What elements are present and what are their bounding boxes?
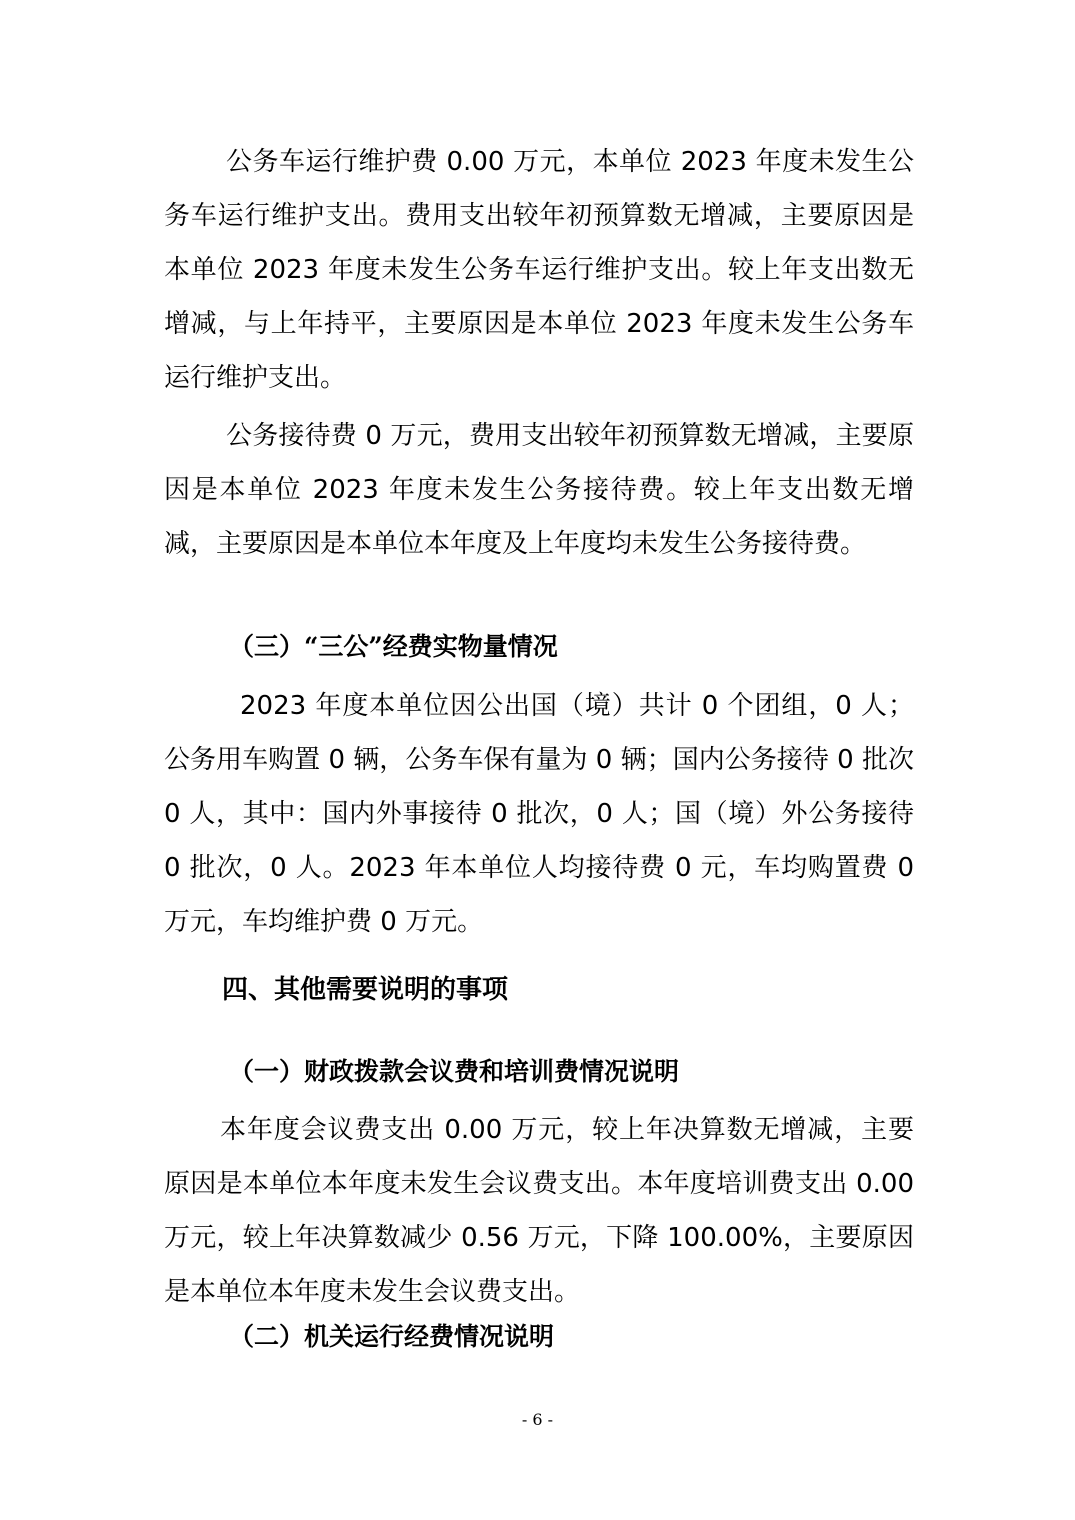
paragraph-meeting-training: 本年度会议费支出 0.00 万元，较上年决算数无增减，主要原因是本单位本年度未发生会议费支出。本年度培训费支出 0.00 万元，较上年决算数减少 0.56 万元，下降 100.00%，主要原因是本单位本年度未发生会议费支出。 [164,1115,914,1307]
heading-agency-operating-costs: （二）机关运行经费情况说明 [229,1322,555,1351]
page-number: - 6 - [521,1410,554,1429]
paragraph-vehicle-maintenance: 公务车运行维护费 0.00 万元，本单位 2023 年度未发生公务车运行维护支出。费用支出较年初预算数无增减，主要原因是本单位 2023 年度未发生公务车运行维护支出。较上年支出数无增减，与上年持平，主要原因是本单位 2023 年度未发生公务车运行维护支出。 [164,147,914,393]
heading-three-public-physical: （三）“三公”经费实物量情况 [229,632,558,661]
paragraph-physical-quantities: 2023 年度本单位因公出国（境）共计 0 个团组，0 人；公务用车购置 0 辆，公务车保有量为 0 辆；国内公务接待 0 批次 0 人，其中：国内外事接待 0 批次，0 人；国（境）外公务接待 0 批次，0 人。2023 年本单位人均接待费 0 元，车均购置费 0 万元，车均维护费 0 万元。 [164,691,914,937]
heading-meeting-training-fees: （一）财政拨款会议费和培训费情况说明 [229,1057,680,1086]
heading-other-matters: 四、其他需要说明的事项 [222,975,509,1005]
paragraph-official-reception: 公务接待费 0 万元，费用支出较年初预算数无增减，主要原因是本单位 2023 年度未发生公务接待费。较上年支出数无增减，主要原因是本单位本年度及上年度均未发生公务接待费。 [164,421,914,559]
